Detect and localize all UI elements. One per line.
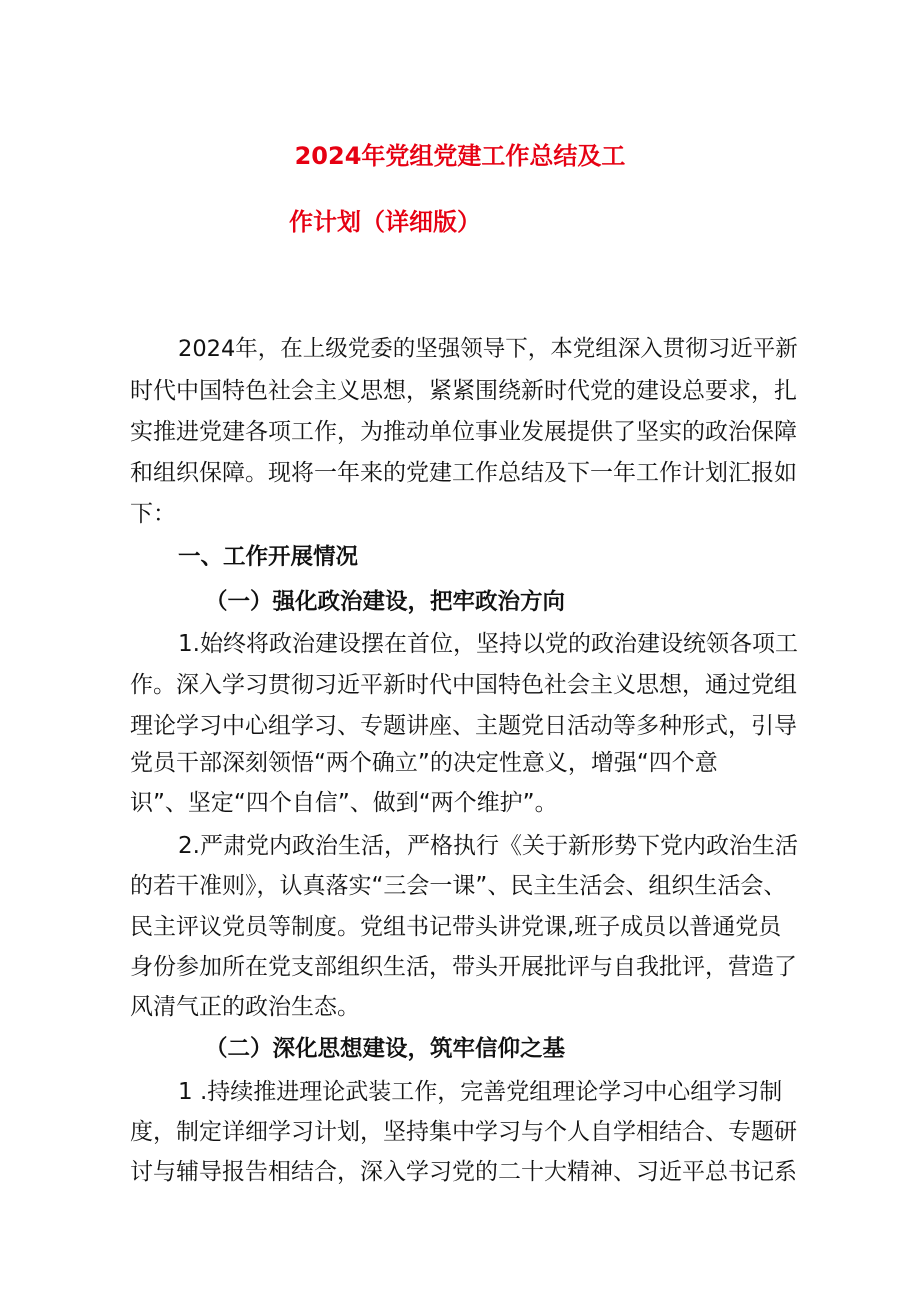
sub1-p1-line-4: 党员干部深刻领悟“两个确立”的决定性意义，增强“四个意: [130, 750, 718, 776]
intro-line-4: 和组织保障。现将一年来的党建工作总结及下一年工作计划汇报如: [130, 460, 797, 486]
intro-line-2: 时代中国特色社会主义思想，紧紧围绕新时代党的建设总要求，扎: [130, 378, 797, 404]
section-heading-1: 一、工作开展情况: [178, 544, 359, 570]
subsection-heading-1: （一）强化政治建设，把牢政治方向: [205, 589, 566, 615]
sub1-p2-line-2: 的若干准则》，认真落实“三会一课”、民主生活会、组织生活会、: [130, 873, 787, 899]
sub1-p2-line-4: 身份参加所在党支部组织生活，带头开展批评与自我批评，营造了: [130, 954, 797, 980]
sub1-p2-line-3: 民主评议党员等制度。党组书记带头讲党课,班子成员以普通党员: [130, 914, 782, 940]
sub2-p1-line-1: 1 .持续推进理论武装工作，完善党组理论学习中心组学习制: [178, 1079, 783, 1105]
subsection-heading-2: （二）深化思想建设，筑牢信仰之基: [205, 1036, 566, 1062]
sub1-p1-line-3: 理论学习中心组学习、专题讲座、主题党日活动等多种形式，引导: [130, 713, 797, 739]
intro-line-1: 2024年，在上级党委的坚强领导下，本党组深入贯彻习近平新: [178, 336, 798, 362]
sub1-p1-line-1: 1.始终将政治建设摆在首位，坚持以党的政治建设统领各项工: [178, 631, 798, 657]
sub1-p2-line-5: 风清气正的政治生态。: [130, 994, 360, 1020]
document-title-line-1: 2024年党组党建工作总结及工: [294, 142, 626, 170]
document-title-line-2: 作计划（详细版）: [289, 208, 481, 236]
intro-line-5: 下：: [130, 501, 176, 527]
sub1-p1-line-5: 识”、坚定“四个自信”、做到“两个维护”。: [130, 790, 558, 816]
sub2-p1-line-2: 度，制定详细学习计划，坚持集中学习与个人自学相结合、专题研: [130, 1119, 797, 1145]
intro-line-3: 实推进党建各项工作，为推动单位事业发展提供了坚实的政治保障: [130, 419, 797, 445]
sub1-p1-line-2: 作。深入学习贯彻习近平新时代中国特色社会主义思想，通过党组: [130, 672, 797, 698]
sub1-p2-line-1: 2.严肃党内政治生活，严格执行《关于新形势下党内政治生活: [178, 833, 798, 859]
sub2-p1-line-3: 讨与辅导报告相结合，深入学习党的二十大精神、习近平总书记系: [130, 1159, 797, 1185]
